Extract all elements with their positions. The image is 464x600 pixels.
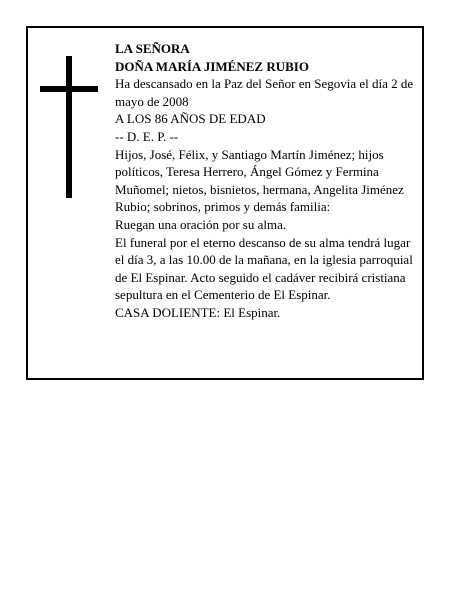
age-at-death: A LOS 86 AÑOS DE EDAD — [115, 111, 266, 127]
obituary-notice — [26, 26, 424, 380]
mourning-house: CASA DOLIENTE: El Espinar. — [115, 304, 281, 320]
cross-horizontal-bar — [40, 86, 98, 92]
deceased-name: DOÑA MARÍA JIMÉNEZ RUBIO — [115, 58, 309, 74]
funeral-information: El funeral por el eterno descanso de su alma tendrá lugar el día 3, a las 10.00 de la mañana, en la iglesia parroquial de El Espinar. Acto seguido el cadáver recibirá cristiana sepultura en el Cementerio de El Espinar. — [115, 234, 413, 303]
cross-icon — [40, 56, 98, 198]
obituary-text — [115, 40, 417, 322]
family-members: Hijos, José, Félix, y Santiago Martín Jiménez; hijos políticos, Teresa Herrero, Ángel Gómez y Fermina Muñomel; nietos, bisnietos, hermana, Angelita Jiménez Rubio; sobrinos, primos y demás familia: — [115, 146, 404, 215]
death-announcement: Ha descansado en la Paz del Señor en Segovia el día 2 de mayo de 2008 — [115, 76, 414, 109]
prayer-request: Ruegan una oración por su alma. — [115, 216, 287, 232]
rip-line: -- D. E. P. -- — [115, 128, 179, 144]
deceased-title: LA SEÑORA — [115, 41, 190, 56]
cross-vertical-bar — [66, 56, 72, 198]
